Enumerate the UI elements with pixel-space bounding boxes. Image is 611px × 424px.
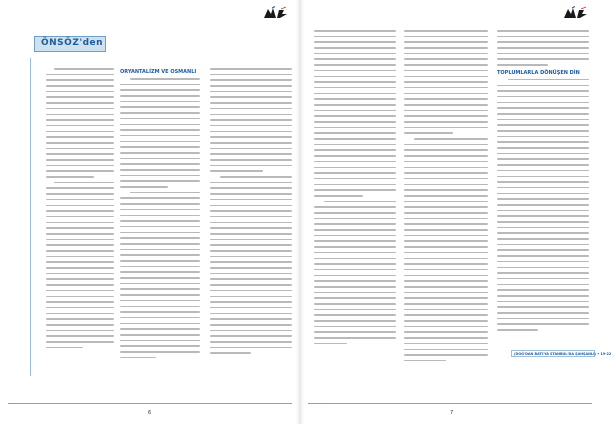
brand-logo-icon (262, 6, 290, 20)
left-page (0, 0, 300, 424)
source-note: (DOĞ'DAN BATI'YA STANBUL'DA ŞAHŞANLI) • 19-22 (514, 352, 611, 356)
footer-rule (8, 403, 292, 404)
column-heading: ORYANTALİZM VE OSMANLI (120, 69, 197, 75)
subheading: TOPLUMLARLA DÖNÜŞEN DİN (497, 69, 580, 76)
page-number: 7 (450, 410, 454, 416)
section-title: ÖNSÖZ'den (41, 38, 104, 48)
right-page-column-2 (404, 30, 488, 366)
right-page-column-1 (314, 30, 396, 349)
left-page-column-1 (46, 68, 114, 352)
book-gutter (296, 0, 304, 424)
page-number: 6 (148, 410, 152, 416)
source-note-box (511, 350, 611, 357)
right-page (300, 0, 611, 424)
footer-rule (308, 403, 592, 404)
left-page-column-3 (210, 68, 292, 358)
brand-logo-icon (562, 6, 590, 20)
section-title-box (34, 36, 106, 52)
right-page-column-3 (497, 30, 589, 335)
left-page-column-2 (120, 68, 200, 362)
sidebar-rule (30, 58, 31, 376)
